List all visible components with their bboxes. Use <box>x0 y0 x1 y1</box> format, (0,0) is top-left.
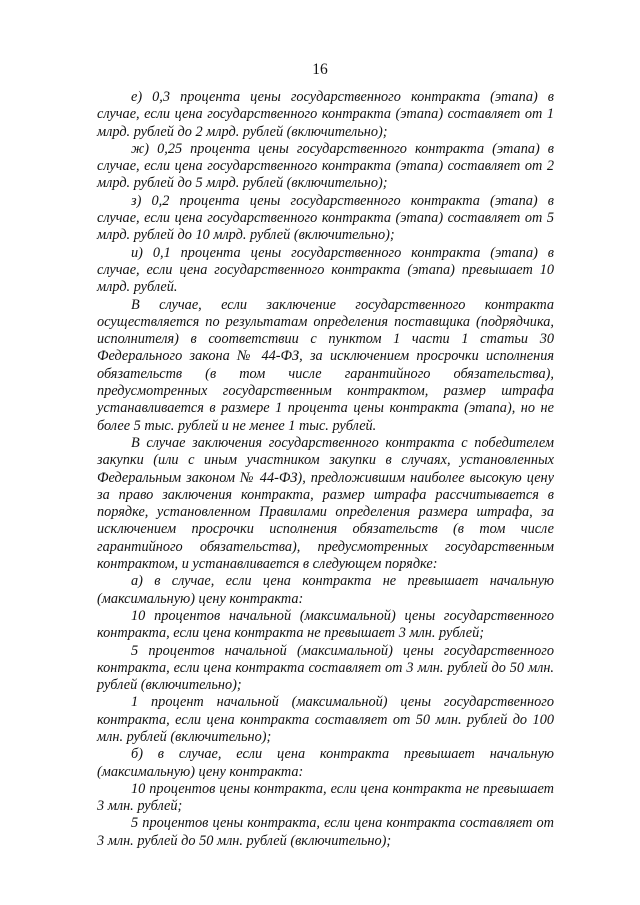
paragraph-i: и) 0,1 процента цены государственного контракта (этапа) в случае, если цена государственного контракта (этапа) превышает 10 млрд. рублей. <box>97 244 554 296</box>
paragraph-single-supplier-fine: В случае, если заключение государственного контракта осуществляется по результатам определения поставщика (подрядчика, исполнителя) в соответствии с пунктом 1 части 1 статьи 30 Федерального закона № 44-ФЗ, за исключением просрочки исполнения обязательств (в том числе гарантийного обязательства), предусмотренных государственным контрактом, размер штрафа устанавливается в размере 1 процента цены контракта (этапа), но не более 5 тыс. рублей и не менее 1 тыс. рублей. <box>97 296 554 434</box>
paragraph-b-5-percent: 5 процентов цены контракта, если цена контракта составляет от 3 млн. рублей до 50 млн. рублей (включительно); <box>97 815 554 849</box>
page-number: 16 <box>312 61 328 78</box>
paragraph-z: з) 0,2 процента цены государственного контракта (этапа) в случае, если цена государственного контракта (этапа) составляет от 5 млрд. рублей до 10 млрд. рублей (включительно); <box>97 192 554 244</box>
paragraph-highest-price-fine: В случае заключения государственного контракта с победителем закупки (или с иным участником закупки в случаях, установленных Федеральным законом № 44-ФЗ), предложившим наиболее высокую цену за право заключения контракта, размер штрафа рассчитывается в порядке, установленном Правилами определения размера штрафа, за исключением просрочки исполнения обязательств (в том числе гарантийного обязательства), предусмотренных государственным контрактом, и устанавливается в следующем порядке: <box>97 434 554 573</box>
document-body <box>97 89 554 850</box>
paragraph-a-10-percent: 10 процентов начальной (максимальной) цены государственного контракта, если цена контракта не превышает 3 млн. рублей; <box>97 607 554 642</box>
paragraph-b: б) в случае, если цена контракта превышает начальную (максимальную) цену контракта: <box>97 746 554 780</box>
paragraph-zh: ж) 0,25 процента цены государственного контракта (этапа) в случае, если цена государственного контракта (этапа) составляет от 2 млрд. рублей до 5 млрд. рублей (включительно); <box>97 140 554 192</box>
paragraph-a: а) в случае, если цена контракта не превышает начальную (максимальную) цену контракта: <box>97 573 554 607</box>
paragraph-a-1-percent: 1 процент начальной (максимальной) цены государственного контракта, если цена контракта составляет от 50 млн. рублей до 100 млн. рублей (включительно); <box>97 694 554 745</box>
paragraph-a-5-percent: 5 процентов начальной (максимальной) цены государственного контракта, если цена контракта составляет от 3 млн. рублей до 50 млн. рублей (включительно); <box>97 642 554 694</box>
paragraph-b-10-percent: 10 процентов цены контракта, если цена контракта не превышает 3 млн. рублей; <box>97 780 554 815</box>
paragraph-e: е) 0,3 процента цены государственного контракта (этапа) в случае, если цена государственного контракта (этапа) составляет от 1 млрд. рублей до 2 млрд. рублей (включительно); <box>97 89 554 140</box>
